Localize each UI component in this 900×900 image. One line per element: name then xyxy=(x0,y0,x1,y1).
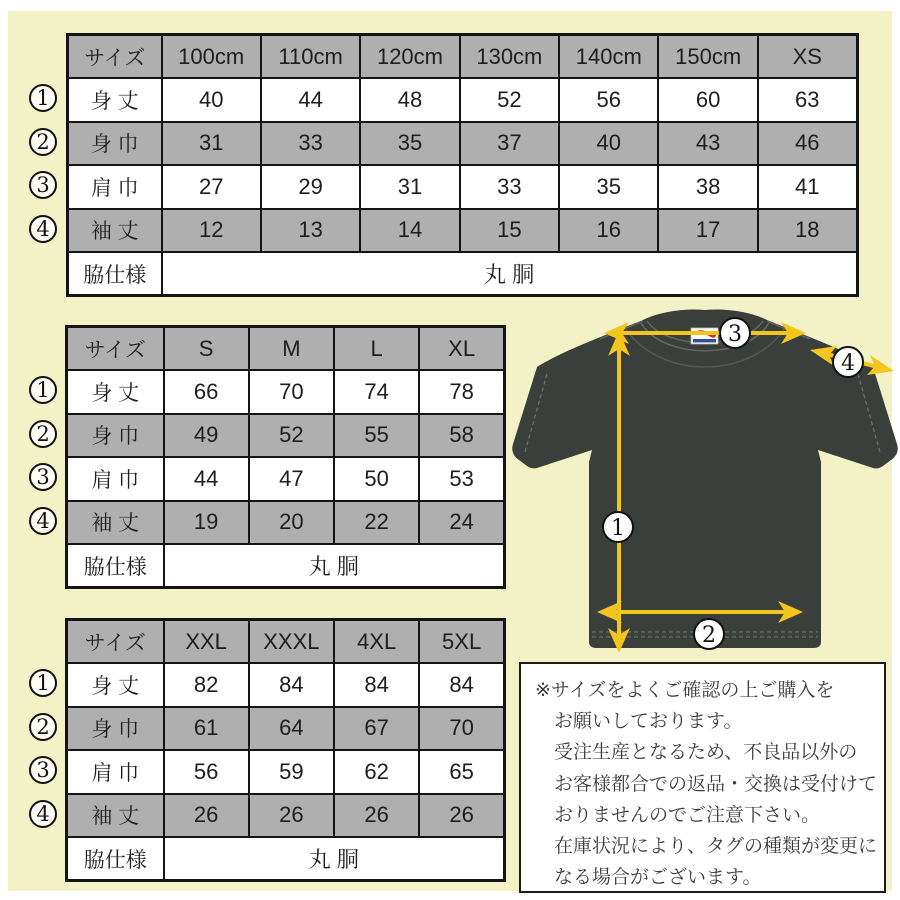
measure-legend-4: 4 xyxy=(29,215,57,243)
cell-value: 64 xyxy=(249,707,334,751)
measure-legend-3: 3 xyxy=(29,463,57,491)
measure-legend-3: 3 xyxy=(29,756,57,784)
measure-legend-1: 1 xyxy=(29,669,57,697)
note-line: ※サイズをよくご確認の上ご購入を xyxy=(535,680,835,701)
size-table-big xyxy=(65,618,506,882)
cell-value: 56 xyxy=(164,750,249,794)
row-label: 身 丈 xyxy=(67,663,164,707)
cell-value: 22 xyxy=(334,501,419,545)
cell-value: 56 xyxy=(559,78,658,122)
cell-value: 74 xyxy=(334,370,419,414)
column-header: L xyxy=(334,327,419,371)
cell-value: 65 xyxy=(419,750,504,794)
cell-value: 35 xyxy=(559,165,658,209)
side-spec-value: 丸 胴 xyxy=(164,837,505,881)
row-label: 袖 丈 xyxy=(68,209,162,253)
cell-value: 82 xyxy=(164,663,249,707)
cell-value: 53 xyxy=(419,457,504,501)
cell-value: 33 xyxy=(460,165,559,209)
row-label: 身 巾 xyxy=(67,414,164,458)
cell-value: 78 xyxy=(419,370,504,414)
cell-value: 47 xyxy=(249,457,334,501)
cell-value: 58 xyxy=(419,414,504,458)
cell-value: 31 xyxy=(162,122,261,166)
column-header: 100cm xyxy=(162,35,261,79)
diagram-label-4: 4 xyxy=(841,351,855,376)
cell-value: 38 xyxy=(658,165,757,209)
note-line: 在庫状況により、タグの種類が変更に xyxy=(554,836,878,858)
cell-value: 26 xyxy=(164,794,249,838)
measure-legend-4: 4 xyxy=(29,800,57,828)
side-spec-label: 脇仕様 xyxy=(67,837,164,881)
cell-value: 44 xyxy=(164,457,249,501)
cell-value: 16 xyxy=(559,209,658,253)
size-header: サイズ xyxy=(68,35,162,79)
note-line: 受注生産となるため、不良品以外の xyxy=(554,742,858,764)
row-label: 袖 丈 xyxy=(67,501,164,545)
cell-value: 26 xyxy=(249,794,334,838)
cell-value: 43 xyxy=(658,122,757,166)
cell-value: 63 xyxy=(758,78,857,122)
cell-value: 55 xyxy=(334,414,419,458)
cell-value: 50 xyxy=(334,457,419,501)
column-header: XXL xyxy=(164,620,249,664)
cell-value: 15 xyxy=(460,209,559,253)
collar-brand-tag xyxy=(691,328,718,344)
cell-value: 84 xyxy=(419,663,504,707)
note-line: お客様都合での返品・交換は受付けて xyxy=(554,773,878,795)
row-label: 肩 巾 xyxy=(67,457,164,501)
measure-legend-2: 2 xyxy=(29,713,57,741)
cell-value: 26 xyxy=(419,794,504,838)
cell-value: 66 xyxy=(164,370,249,414)
cell-value: 40 xyxy=(162,78,261,122)
size-header: サイズ xyxy=(67,327,164,371)
cell-value: 31 xyxy=(360,165,459,209)
cell-value: 33 xyxy=(261,122,360,166)
diagram-label-1: 1 xyxy=(611,516,625,541)
cell-value: 49 xyxy=(164,414,249,458)
cell-value: 26 xyxy=(334,794,419,838)
cell-value: 14 xyxy=(360,209,459,253)
cell-value: 84 xyxy=(334,663,419,707)
column-header: XXXL xyxy=(249,620,334,664)
cell-value: 44 xyxy=(261,78,360,122)
cell-value: 52 xyxy=(249,414,334,458)
size-header: サイズ xyxy=(67,620,164,664)
column-header: 110cm xyxy=(261,35,360,79)
note-line: なる場合がございます。 xyxy=(554,867,762,889)
cell-value: 12 xyxy=(162,209,261,253)
measure-legend-2: 2 xyxy=(29,420,57,448)
measure-legend-2: 2 xyxy=(29,128,57,156)
row-label: 身 巾 xyxy=(67,707,164,751)
cell-value: 48 xyxy=(360,78,459,122)
cell-value: 52 xyxy=(460,78,559,122)
row-label: 肩 巾 xyxy=(68,165,162,209)
cell-value: 60 xyxy=(658,78,757,122)
column-header: 130cm xyxy=(460,35,559,79)
note-line: お願いしております。 xyxy=(554,711,743,733)
cell-value: 62 xyxy=(334,750,419,794)
size-table-kids xyxy=(66,33,859,297)
cell-value: 70 xyxy=(419,707,504,751)
cell-value: 20 xyxy=(249,501,334,545)
note-line: おりませんのでご注意下さい。 xyxy=(554,804,821,826)
column-header: S xyxy=(164,327,249,371)
side-spec-label: 脇仕様 xyxy=(67,544,164,588)
column-header: XL xyxy=(419,327,504,371)
cell-value: 40 xyxy=(559,122,658,166)
cell-value: 17 xyxy=(658,209,757,253)
column-header: 140cm xyxy=(559,35,658,79)
cell-value: 27 xyxy=(162,165,261,209)
cell-value: 41 xyxy=(758,165,857,209)
cell-value: 46 xyxy=(758,122,857,166)
cell-value: 18 xyxy=(758,209,857,253)
cell-value: 35 xyxy=(360,122,459,166)
cell-value: 67 xyxy=(334,707,419,751)
column-header: M xyxy=(249,327,334,371)
cell-value: 61 xyxy=(164,707,249,751)
side-spec-label: 脇仕様 xyxy=(68,252,162,296)
cell-value: 84 xyxy=(249,663,334,707)
side-spec-value: 丸 胴 xyxy=(162,252,858,296)
side-spec-value: 丸 胴 xyxy=(164,544,505,588)
cell-value: 19 xyxy=(164,501,249,545)
diagram-label-3: 3 xyxy=(728,322,742,347)
cell-value: 37 xyxy=(460,122,559,166)
column-header: XS xyxy=(758,35,857,79)
column-header: 120cm xyxy=(360,35,459,79)
row-label: 袖 丈 xyxy=(67,794,164,838)
column-header: 4XL xyxy=(334,620,419,664)
column-header: 5XL xyxy=(419,620,504,664)
measure-legend-1: 1 xyxy=(29,84,57,112)
diagram-label-2: 2 xyxy=(702,623,716,648)
row-label: 肩 巾 xyxy=(67,750,164,794)
measure-legend-3: 3 xyxy=(29,171,57,199)
cell-value: 70 xyxy=(249,370,334,414)
column-header: 150cm xyxy=(658,35,757,79)
measure-legend-1: 1 xyxy=(29,376,57,404)
cell-value: 24 xyxy=(419,501,504,545)
row-label: 身 丈 xyxy=(68,78,162,122)
cell-value: 59 xyxy=(249,750,334,794)
cell-value: 29 xyxy=(261,165,360,209)
row-label: 身 丈 xyxy=(67,370,164,414)
tshirt-measurement-diagram xyxy=(505,300,900,660)
size-table-adult xyxy=(65,325,506,589)
row-label: 身 巾 xyxy=(68,122,162,166)
measure-legend-4: 4 xyxy=(29,507,57,535)
cell-value: 13 xyxy=(261,209,360,253)
purchase-note-box xyxy=(519,662,886,893)
